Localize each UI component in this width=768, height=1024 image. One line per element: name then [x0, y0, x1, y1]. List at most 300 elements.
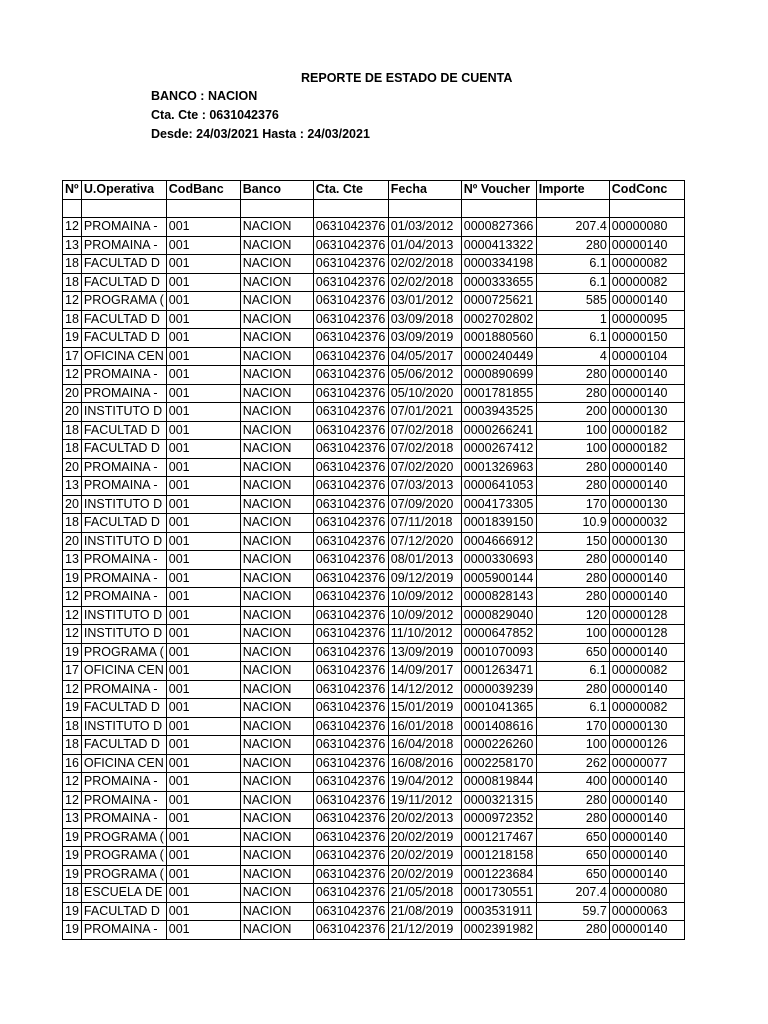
- cell-bank: NACION: [240, 865, 313, 884]
- cell-account: 0631042376: [313, 477, 388, 496]
- cell-bank: NACION: [240, 514, 313, 533]
- cell-account: 0631042376: [313, 865, 388, 884]
- cell-bank-code: 001: [166, 699, 240, 718]
- cell-account: 0631042376: [313, 736, 388, 755]
- header-cell-bank: Banco: [240, 181, 313, 200]
- cell-bank-code: 001: [166, 680, 240, 699]
- cell-account: 0631042376: [313, 403, 388, 422]
- table-row: [63, 810, 685, 829]
- cell-voucher: 0001041365: [461, 699, 536, 718]
- table-row: [63, 218, 685, 237]
- cell-amount: 280: [536, 588, 609, 607]
- cell-bank-code: 001: [166, 347, 240, 366]
- cell-account: 0631042376: [313, 643, 388, 662]
- cell-num: 19: [63, 699, 82, 718]
- cell-bank: NACION: [240, 273, 313, 292]
- cell-bank-code: 001: [166, 884, 240, 903]
- empty-cell: [240, 199, 313, 218]
- table-row: [63, 403, 685, 422]
- cell-voucher: 0001880560: [461, 329, 536, 348]
- cell-unit: PROMAINA -: [81, 551, 166, 570]
- cell-num: 18: [63, 736, 82, 755]
- cell-concept-code: 00000140: [609, 551, 684, 570]
- cell-unit: PROMAINA -: [81, 236, 166, 255]
- cell-bank-code: 001: [166, 403, 240, 422]
- cell-date: 02/02/2018: [388, 255, 461, 274]
- cell-bank: NACION: [240, 255, 313, 274]
- cell-bank: NACION: [240, 458, 313, 477]
- cell-account: 0631042376: [313, 329, 388, 348]
- cell-voucher: 0000330693: [461, 551, 536, 570]
- table-row: [63, 329, 685, 348]
- empty-cell: [81, 199, 166, 218]
- cell-unit: PROMAINA -: [81, 680, 166, 699]
- cell-amount: 207.4: [536, 884, 609, 903]
- cell-num: 19: [63, 921, 82, 940]
- cell-bank: NACION: [240, 236, 313, 255]
- table-row: [63, 347, 685, 366]
- header-row: [63, 181, 685, 200]
- cell-voucher: 0000819844: [461, 773, 536, 792]
- cell-amount: 280: [536, 810, 609, 829]
- cell-bank: NACION: [240, 791, 313, 810]
- cell-unit: INSTITUTO D: [81, 403, 166, 422]
- cell-bank: NACION: [240, 532, 313, 551]
- cell-voucher: 0005900144: [461, 569, 536, 588]
- table-row: [63, 847, 685, 866]
- cell-bank-code: 001: [166, 810, 240, 829]
- cell-account: 0631042376: [313, 273, 388, 292]
- cell-bank: NACION: [240, 495, 313, 514]
- cell-num: 18: [63, 255, 82, 274]
- cell-date: 09/12/2019: [388, 569, 461, 588]
- cell-amount: 200: [536, 403, 609, 422]
- cell-date: 16/04/2018: [388, 736, 461, 755]
- cell-num: 20: [63, 403, 82, 422]
- cell-account: 0631042376: [313, 699, 388, 718]
- cell-concept-code: 00000140: [609, 847, 684, 866]
- cell-bank-code: 001: [166, 847, 240, 866]
- cell-num: 19: [63, 828, 82, 847]
- cell-bank: NACION: [240, 736, 313, 755]
- table-row: [63, 902, 685, 921]
- cell-voucher: 0000828143: [461, 588, 536, 607]
- cell-bank: NACION: [240, 588, 313, 607]
- cell-date: 07/11/2018: [388, 514, 461, 533]
- cell-num: 18: [63, 273, 82, 292]
- cell-unit: FACULTAD D: [81, 514, 166, 533]
- cell-bank: NACION: [240, 699, 313, 718]
- cell-unit: PROMAINA -: [81, 810, 166, 829]
- cell-num: 20: [63, 458, 82, 477]
- cell-unit: INSTITUTO D: [81, 606, 166, 625]
- cell-voucher: 0000321315: [461, 791, 536, 810]
- cell-voucher: 0000413322: [461, 236, 536, 255]
- header-cell-voucher: Nº Voucher: [461, 181, 536, 200]
- cell-concept-code: 00000140: [609, 865, 684, 884]
- cell-bank-code: 001: [166, 588, 240, 607]
- cell-amount: 280: [536, 791, 609, 810]
- cell-voucher: 0000240449: [461, 347, 536, 366]
- cell-amount: 650: [536, 828, 609, 847]
- cell-bank-code: 001: [166, 255, 240, 274]
- cell-concept-code: 00000140: [609, 680, 684, 699]
- cell-date: 01/04/2013: [388, 236, 461, 255]
- cell-concept-code: 00000032: [609, 514, 684, 533]
- cell-num: 19: [63, 643, 82, 662]
- cell-concept-code: 00000077: [609, 754, 684, 773]
- cell-bank: NACION: [240, 810, 313, 829]
- cell-bank-code: 001: [166, 921, 240, 940]
- cell-account: 0631042376: [313, 514, 388, 533]
- cell-bank-code: 001: [166, 662, 240, 681]
- cell-concept-code: 00000082: [609, 273, 684, 292]
- cell-account: 0631042376: [313, 310, 388, 329]
- cell-account: 0631042376: [313, 458, 388, 477]
- cell-concept-code: 00000140: [609, 236, 684, 255]
- cell-date: 20/02/2019: [388, 865, 461, 884]
- cell-concept-code: 00000126: [609, 736, 684, 755]
- cell-concept-code: 00000140: [609, 588, 684, 607]
- cell-bank-code: 001: [166, 773, 240, 792]
- cell-unit: FACULTAD D: [81, 421, 166, 440]
- cell-amount: 262: [536, 754, 609, 773]
- cell-bank: NACION: [240, 292, 313, 311]
- cell-bank: NACION: [240, 717, 313, 736]
- table-row: [63, 680, 685, 699]
- cell-account: 0631042376: [313, 384, 388, 403]
- table-row: [63, 717, 685, 736]
- cell-bank-code: 001: [166, 717, 240, 736]
- cell-voucher: 0001263471: [461, 662, 536, 681]
- cell-account: 0631042376: [313, 440, 388, 459]
- cell-bank: NACION: [240, 606, 313, 625]
- cell-concept-code: 00000128: [609, 606, 684, 625]
- cell-voucher: 0000647852: [461, 625, 536, 644]
- cell-concept-code: 00000063: [609, 902, 684, 921]
- table-row: [63, 828, 685, 847]
- cell-num: 12: [63, 680, 82, 699]
- cell-concept-code: 00000130: [609, 532, 684, 551]
- cell-num: 18: [63, 421, 82, 440]
- cell-unit: INSTITUTO D: [81, 625, 166, 644]
- cell-date: 19/11/2012: [388, 791, 461, 810]
- cell-concept-code: 00000130: [609, 717, 684, 736]
- cell-num: 19: [63, 329, 82, 348]
- table-row: [63, 588, 685, 607]
- cell-num: 12: [63, 218, 82, 237]
- cell-bank: NACION: [240, 662, 313, 681]
- cell-account: 0631042376: [313, 532, 388, 551]
- cell-unit: OFICINA CEN: [81, 347, 166, 366]
- table-row: [63, 569, 685, 588]
- cell-unit: PROMAINA -: [81, 773, 166, 792]
- cell-concept-code: 00000130: [609, 495, 684, 514]
- cell-date: 08/01/2013: [388, 551, 461, 570]
- cell-concept-code: 00000182: [609, 440, 684, 459]
- cell-date: 07/09/2020: [388, 495, 461, 514]
- cell-date: 14/12/2012: [388, 680, 461, 699]
- cell-bank: NACION: [240, 754, 313, 773]
- cell-bank: NACION: [240, 902, 313, 921]
- cell-unit: PROMAINA -: [81, 588, 166, 607]
- cell-amount: 100: [536, 736, 609, 755]
- cell-voucher: 0002391982: [461, 921, 536, 940]
- cell-date: 21/12/2019: [388, 921, 461, 940]
- cell-date: 20/02/2019: [388, 847, 461, 866]
- cell-bank-code: 001: [166, 865, 240, 884]
- cell-bank-code: 001: [166, 495, 240, 514]
- cell-bank-code: 001: [166, 384, 240, 403]
- cell-voucher: 0000333655: [461, 273, 536, 292]
- cell-amount: 280: [536, 458, 609, 477]
- cell-voucher: 0001218158: [461, 847, 536, 866]
- cell-date: 11/10/2012: [388, 625, 461, 644]
- cell-concept-code: 00000095: [609, 310, 684, 329]
- cell-amount: 280: [536, 366, 609, 385]
- cell-unit: FACULTAD D: [81, 440, 166, 459]
- table-row: [63, 625, 685, 644]
- cell-bank-code: 001: [166, 218, 240, 237]
- cell-unit: FACULTAD D: [81, 902, 166, 921]
- cell-amount: 280: [536, 384, 609, 403]
- cell-num: 20: [63, 384, 82, 403]
- cell-amount: 650: [536, 847, 609, 866]
- table-row: [63, 292, 685, 311]
- cell-account: 0631042376: [313, 662, 388, 681]
- cell-bank-code: 001: [166, 477, 240, 496]
- cell-concept-code: 00000130: [609, 403, 684, 422]
- cell-amount: 59.7: [536, 902, 609, 921]
- cell-num: 13: [63, 551, 82, 570]
- cell-date: 07/12/2020: [388, 532, 461, 551]
- cell-account: 0631042376: [313, 606, 388, 625]
- cell-num: 17: [63, 662, 82, 681]
- cell-account: 0631042376: [313, 292, 388, 311]
- cell-concept-code: 00000080: [609, 218, 684, 237]
- empty-cell: [609, 199, 684, 218]
- cell-concept-code: 00000082: [609, 699, 684, 718]
- table-row: [63, 791, 685, 810]
- cell-voucher: 0000226260: [461, 736, 536, 755]
- cell-account: 0631042376: [313, 551, 388, 570]
- cell-amount: 1: [536, 310, 609, 329]
- cell-unit: PROMAINA -: [81, 218, 166, 237]
- cell-amount: 120: [536, 606, 609, 625]
- cell-concept-code: 00000140: [609, 569, 684, 588]
- cell-concept-code: 00000140: [609, 477, 684, 496]
- header-cell-num: Nº: [63, 181, 82, 200]
- cell-date: 07/02/2020: [388, 458, 461, 477]
- cell-num: 13: [63, 477, 82, 496]
- cell-voucher: 0001781855: [461, 384, 536, 403]
- cell-unit: PROGRAMA (: [81, 292, 166, 311]
- cell-unit: FACULTAD D: [81, 255, 166, 274]
- cell-date: 01/03/2012: [388, 218, 461, 237]
- cell-amount: 280: [536, 477, 609, 496]
- cell-voucher: 0003531911: [461, 902, 536, 921]
- cell-unit: PROMAINA -: [81, 458, 166, 477]
- cell-num: 20: [63, 532, 82, 551]
- cell-bank-code: 001: [166, 606, 240, 625]
- cell-amount: 400: [536, 773, 609, 792]
- cell-concept-code: 00000140: [609, 773, 684, 792]
- cell-date: 20/02/2013: [388, 810, 461, 829]
- table-row: [63, 606, 685, 625]
- cell-num: 12: [63, 791, 82, 810]
- cell-voucher: 0000334198: [461, 255, 536, 274]
- cell-concept-code: 00000140: [609, 384, 684, 403]
- cell-amount: 10.9: [536, 514, 609, 533]
- cell-unit: PROGRAMA (: [81, 865, 166, 884]
- bank-name: BANCO : NACION: [151, 89, 258, 103]
- header-cell-bank-code: CodBanc: [166, 181, 240, 200]
- cell-unit: PROMAINA -: [81, 366, 166, 385]
- cell-voucher: 0000890699: [461, 366, 536, 385]
- cell-amount: 6.1: [536, 255, 609, 274]
- cell-unit: PROMAINA -: [81, 477, 166, 496]
- cell-voucher: 0000972352: [461, 810, 536, 829]
- cell-unit: PROMAINA -: [81, 791, 166, 810]
- cell-account: 0631042376: [313, 754, 388, 773]
- cell-voucher: 0001408616: [461, 717, 536, 736]
- cell-bank-code: 001: [166, 551, 240, 570]
- cell-num: 13: [63, 810, 82, 829]
- cell-voucher: 0000641053: [461, 477, 536, 496]
- cell-bank-code: 001: [166, 791, 240, 810]
- cell-account: 0631042376: [313, 255, 388, 274]
- cell-date: 07/01/2021: [388, 403, 461, 422]
- cell-voucher: 0000267412: [461, 440, 536, 459]
- cell-date: 16/08/2016: [388, 754, 461, 773]
- cell-date: 07/02/2018: [388, 440, 461, 459]
- table-row: [63, 421, 685, 440]
- cell-num: 13: [63, 236, 82, 255]
- cell-account: 0631042376: [313, 828, 388, 847]
- table-row: [63, 699, 685, 718]
- cell-bank-code: 001: [166, 569, 240, 588]
- cell-account: 0631042376: [313, 847, 388, 866]
- cell-amount: 650: [536, 643, 609, 662]
- cell-voucher: 0004666912: [461, 532, 536, 551]
- cell-num: 12: [63, 625, 82, 644]
- table-row: [63, 736, 685, 755]
- header-cell-amount: Importe: [536, 181, 609, 200]
- cell-account: 0631042376: [313, 902, 388, 921]
- cell-account: 0631042376: [313, 884, 388, 903]
- cell-num: 12: [63, 292, 82, 311]
- cell-date: 02/02/2018: [388, 273, 461, 292]
- cell-concept-code: 00000128: [609, 625, 684, 644]
- empty-cell: [166, 199, 240, 218]
- cell-account: 0631042376: [313, 791, 388, 810]
- table-row: [63, 921, 685, 940]
- cell-date: 21/05/2018: [388, 884, 461, 903]
- cell-unit: PROMAINA -: [81, 569, 166, 588]
- cell-bank: NACION: [240, 680, 313, 699]
- cell-num: 20: [63, 495, 82, 514]
- cell-unit: PROMAINA -: [81, 921, 166, 940]
- cell-amount: 585: [536, 292, 609, 311]
- cell-concept-code: 00000082: [609, 662, 684, 681]
- cell-bank-code: 001: [166, 754, 240, 773]
- cell-unit: PROGRAMA (: [81, 828, 166, 847]
- cell-num: 18: [63, 514, 82, 533]
- cell-unit: INSTITUTO D: [81, 717, 166, 736]
- cell-amount: 280: [536, 569, 609, 588]
- cell-bank: NACION: [240, 403, 313, 422]
- cell-voucher: 0001730551: [461, 884, 536, 903]
- empty-cell: [536, 199, 609, 218]
- cell-amount: 6.1: [536, 273, 609, 292]
- cell-voucher: 0001070093: [461, 643, 536, 662]
- cell-voucher: 0002258170: [461, 754, 536, 773]
- empty-cell: [388, 199, 461, 218]
- header-cell-concept-code: CodConc: [609, 181, 684, 200]
- cell-concept-code: 00000140: [609, 458, 684, 477]
- table-row: [63, 754, 685, 773]
- cell-bank: NACION: [240, 625, 313, 644]
- cell-unit: OFICINA CEN: [81, 662, 166, 681]
- cell-date: 03/01/2012: [388, 292, 461, 311]
- table-row: [63, 662, 685, 681]
- cell-date: 07/03/2013: [388, 477, 461, 496]
- cell-voucher: 0000829040: [461, 606, 536, 625]
- cell-amount: 280: [536, 921, 609, 940]
- cell-date: 05/10/2020: [388, 384, 461, 403]
- cell-bank: NACION: [240, 643, 313, 662]
- cell-bank: NACION: [240, 384, 313, 403]
- cell-date: 14/09/2017: [388, 662, 461, 681]
- cell-concept-code: 00000182: [609, 421, 684, 440]
- cell-amount: 4: [536, 347, 609, 366]
- cell-unit: PROGRAMA (: [81, 847, 166, 866]
- cell-date: 03/09/2018: [388, 310, 461, 329]
- cell-concept-code: 00000140: [609, 828, 684, 847]
- cell-concept-code: 00000140: [609, 292, 684, 311]
- table-row: [63, 865, 685, 884]
- cell-account: 0631042376: [313, 495, 388, 514]
- cell-amount: 6.1: [536, 699, 609, 718]
- cell-date: 19/04/2012: [388, 773, 461, 792]
- cell-unit: FACULTAD D: [81, 273, 166, 292]
- cell-bank: NACION: [240, 310, 313, 329]
- table-row: [63, 495, 685, 514]
- cell-num: 12: [63, 606, 82, 625]
- cell-unit: ESCUELA DE: [81, 884, 166, 903]
- cell-account: 0631042376: [313, 421, 388, 440]
- cell-bank-code: 001: [166, 273, 240, 292]
- cell-bank: NACION: [240, 366, 313, 385]
- cell-bank: NACION: [240, 329, 313, 348]
- cell-num: 19: [63, 847, 82, 866]
- cell-bank-code: 001: [166, 828, 240, 847]
- cell-concept-code: 00000140: [609, 791, 684, 810]
- cell-date: 04/05/2017: [388, 347, 461, 366]
- cell-bank: NACION: [240, 477, 313, 496]
- cell-unit: FACULTAD D: [81, 329, 166, 348]
- header-cell-date: Fecha: [388, 181, 461, 200]
- cell-bank-code: 001: [166, 736, 240, 755]
- cell-bank: NACION: [240, 828, 313, 847]
- table-row: [63, 366, 685, 385]
- cell-account: 0631042376: [313, 773, 388, 792]
- cell-unit: PROMAINA -: [81, 384, 166, 403]
- cell-account: 0631042376: [313, 218, 388, 237]
- cell-bank-code: 001: [166, 421, 240, 440]
- cell-amount: 170: [536, 717, 609, 736]
- cell-bank-code: 001: [166, 310, 240, 329]
